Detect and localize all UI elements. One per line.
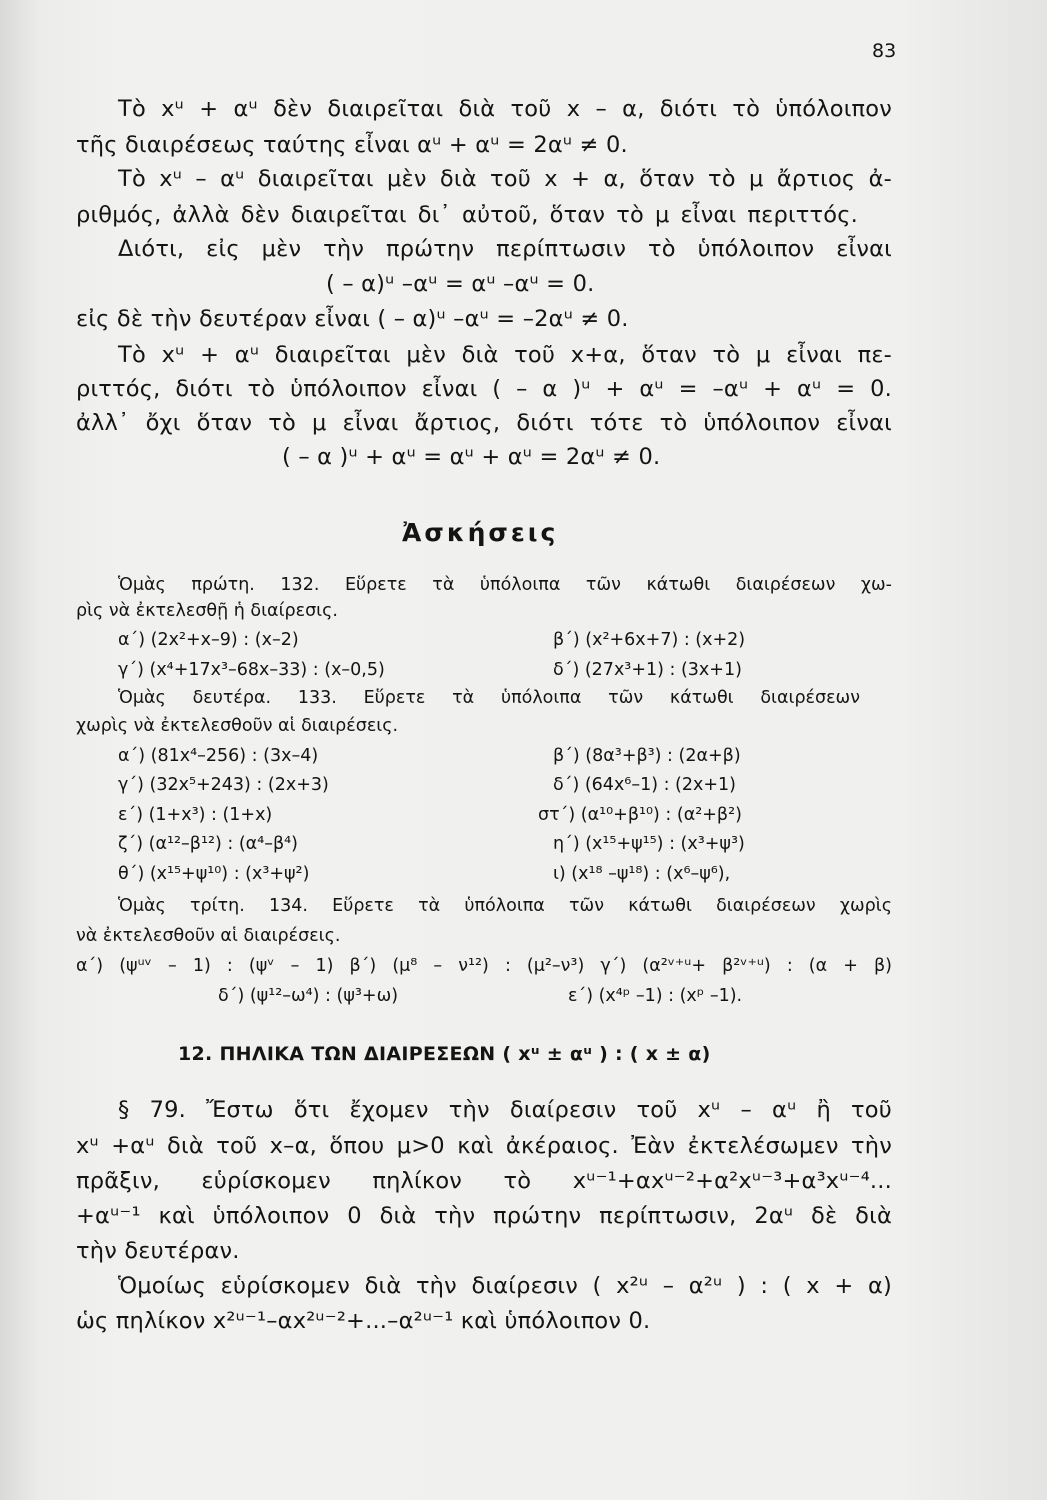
exercise-133-d: δ΄) (64x⁶–1) : (2x+1) [553,775,736,795]
section-para-1: § 79. Ἔστω ὅτι ἔχομεν τὴν διαίρεσιν τοῦ xᵘ – αᵘ ἢ τοῦ [118,1097,892,1123]
section-title: 12. ΠΗΛΙΚΑ ΤΩΝ ΔΙΑΙΡΕΣΕΩΝ ( xᵘ ± αᵘ ) : ( x ± α) [178,1043,711,1065]
text-line-3: Τὸ xᵘ – αᵘ διαιρεῖται μὲν διὰ τοῦ x + α, ὅταν τὸ μ ἄρτιος ἀ- [118,166,892,192]
exercise-133-a: α΄) (81x⁴–256) : (3x–4) [118,746,319,766]
section-para-5: τὴν δευτέραν. [76,1238,240,1264]
text-line-10: ἀλλ᾿ ὄχι ὅταν τὸ μ εἶναι ἄρτιος, διότι τότε τὸ ὑπόλοιπον εἶναι [76,410,892,436]
exercise-133-z: ζ΄) (α¹²–β¹²) : (α⁴–β⁴) [118,834,298,854]
exercise-134-e: ε΄) (x⁴ᵖ –1) : (xᵖ –1). [568,986,743,1006]
group1-intro-cont: ρὶς νὰ ἐκτελεσθῇ ἡ διαίρεσις. [76,601,338,621]
section-para-4: +αᵘ⁻¹ καὶ ὑπόλοιπον 0 διὰ τὴν πρώτην περίπτωσιν, 2αᵘ δὲ διὰ [76,1203,892,1229]
section-para-7: ὡς πηλίκον x²ᵘ⁻¹–αx²ᵘ⁻²+...–α²ᵘ⁻¹ καὶ ὑπόλοιπον 0. [76,1308,651,1334]
text-line-5: Διότι, εἰς μὲν τὴν πρώτην περίπτωσιν τὸ ὑπόλοιπον εἶναι [118,236,892,262]
text-line-9: ριττός, διότι τὸ ὑπόλοιπον εἶναι ( – α )ᵘ + αᵘ = –αᵘ + αᵘ = 0. [76,376,892,402]
exercise-133-b: β΄) (8α³+β³) : (2α+β) [553,746,741,766]
equation-line-6: ( – α)ᵘ –αᵘ = αᵘ –αᵘ = 0. [326,271,595,297]
exercises-heading: Ἀσκήσεις [402,518,559,547]
exercise-133-th: θ΄) (x¹⁵+ψ¹⁰) : (x³+ψ²) [118,864,310,884]
exercise-132-b: β΄) (x²+6x+7) : (x+2) [553,630,746,650]
group3-intro: Ὁμὰς τρίτη. 134. Εὕρετε τὰ ὑπόλοιπα τῶν κάτωθι διαιρέσεων χωρὶς [118,896,892,916]
exercise-133-h: η΄) (x¹⁵+ψ¹⁵) : (x³+ψ³) [553,834,745,854]
exercise-134-row1: α΄) (ψᵘᵛ – 1) : (ψᵛ – 1) β΄) (μ⁸ – ν¹²) : (μ²–ν³) γ΄) (α²ᵛ⁺ᵘ+ β²ᵛ⁺ᵘ) : (α + β) [76,956,892,976]
text-line-7: εἰς δὲ τὴν δευτέραν εἶναι ( – α)ᵘ –αᵘ = –2αᵘ ≠ 0. [76,306,629,332]
exercise-133-e: ε΄) (1+x³) : (1+x) [118,805,273,825]
exercise-132-a: α΄) (2x²+x–9) : (x–2) [118,630,299,650]
exercise-134-d: δ΄) (ψ¹²–ω⁴) : (ψ³+ω) [218,986,399,1006]
group2-intro-cont: χωρὶς νὰ ἐκτελεσθοῦν αἱ διαιρέσεις. [76,716,399,736]
section-para-6: Ὁμοίως εὑρίσκομεν διὰ τὴν διαίρεσιν ( x²ᵘ – α²ᵘ ) : ( x + α) [118,1273,892,1299]
text-line-4: ριθμός, ἀλλὰ δὲν διαιρεῖται δι᾿ αὐτοῦ, ὅταν τὸ μ εἶναι περιττός. [76,202,858,228]
exercise-132-c: γ΄) (x⁴+17x³–68x–33) : (x–0,5) [118,660,385,680]
section-para-3: πρᾶξιν, εὑρίσκομεν πηλίκον τὸ xᵘ⁻¹+αxᵘ⁻²+α²xᵘ⁻³+α³xᵘ⁻⁴... [76,1168,892,1194]
text-line-1: Τὸ xᵘ + αᵘ δὲν διαιρεῖται διὰ τοῦ x – α, διότι τὸ ὑπόλοιπον [118,96,892,122]
section-para-2: xᵘ +αᵘ διὰ τοῦ x–α, ὅπου μ>0 καὶ ἀκέραιος. Ἐὰν ἐκτελέσωμεν τὴν [76,1133,892,1159]
equation-line-11: ( – α )ᵘ + αᵘ = αᵘ + αᵘ = 2αᵘ ≠ 0. [282,444,661,470]
group3-intro-cont: νὰ ἐκτελεσθοῦν αἱ διαιρέσεις. [76,926,341,946]
exercise-133-i: ι) (x¹⁸ –ψ¹⁸) : (x⁶–ψ⁶), [553,864,731,884]
text-line-2: τῆς διαιρέσεως ταύτης εἶναι αᵘ + αᵘ = 2αᵘ ≠ 0. [76,132,628,158]
exercise-133-c: γ΄) (32x⁵+243) : (2x+3) [118,775,329,795]
group2-intro: Ὁμὰς δευτέρα. 133. Εὕρετε τὰ ὑπόλοιπα τῶν κάτωθι διαιρέσεων [118,688,860,708]
page-number: 83 [872,40,897,62]
exercise-132-d: δ΄) (27x³+1) : (3x+1) [553,660,742,680]
text-line-8: Τὸ xᵘ + αᵘ διαιρεῖται μὲν διὰ τοῦ x+α, ὅταν τὸ μ εἶναι πε- [118,342,892,368]
exercise-133-st: στ΄) (α¹⁰+β¹⁰) : (α²+β²) [538,805,742,825]
group1-intro: Ὁμὰς πρώτη. 132. Εὕρετε τὰ ὑπόλοιπα τῶν κάτωθι διαιρέσεων χω- [118,575,892,595]
